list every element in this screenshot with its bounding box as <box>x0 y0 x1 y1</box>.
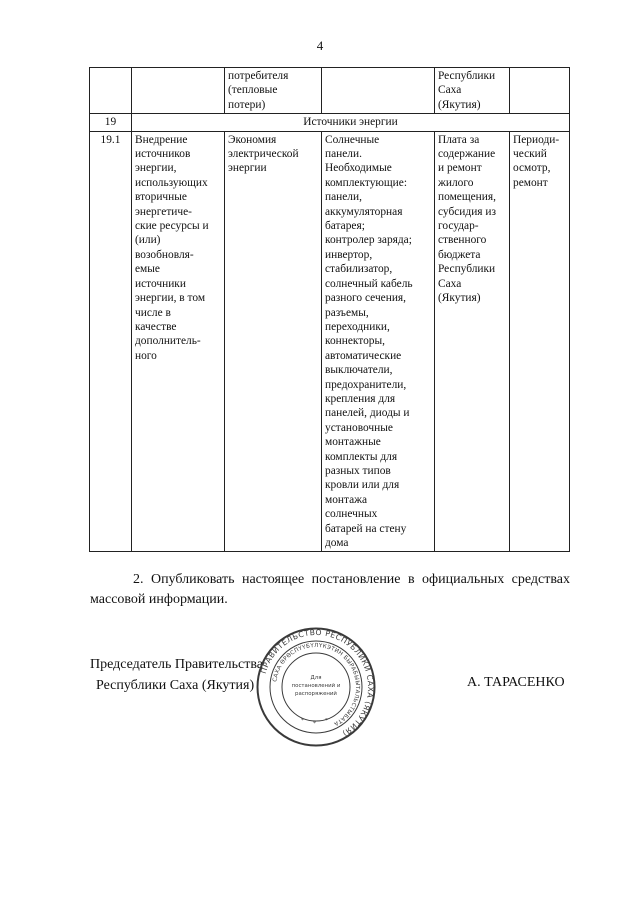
table-cell: потребителя (тепловые потери) <box>225 68 322 114</box>
seal-inner-text: САХА ӨРӨСПҮҮБҮЛҮКЭТИН БЫРАБЫЫТАЛЬСТЫБАТА <box>272 642 361 727</box>
section-title: Источники энергии <box>132 114 570 131</box>
measure-effect: Экономия электрической энергии <box>225 131 322 552</box>
table-row-section <box>90 114 570 131</box>
seal-center-line-1: Для <box>310 675 322 681</box>
signatory-position <box>90 654 263 696</box>
table-row <box>90 131 570 552</box>
row-number: 19.1 <box>90 131 132 552</box>
official-seal <box>255 626 377 748</box>
seal-center-line-2: постановлений и <box>291 683 341 689</box>
measure-maintenance: Периоди- ческий осмотр, ремонт <box>510 131 570 552</box>
seal-star-icon: * <box>313 721 316 727</box>
table-cell <box>132 68 225 114</box>
position-line-2: Республики Саха (Якутия) <box>96 678 255 693</box>
measure-funding: Плата за содержание и ремонт жилого помещения, субсидия из государ- ственного бюджета Республики Саха (Якутия) <box>435 131 510 552</box>
measures-table <box>89 67 570 552</box>
publication-paragraph: 2. Опубликовать настоящее постановление в официальных средствах массовой информации. <box>90 572 570 607</box>
table-cell <box>90 68 132 114</box>
measure-name: Внедрение источников энергии, использующих вторичные энергетиче- ские ресурсы и (или) возобновля- емые источники энергии, в том числе в качестве дополнитель- ного <box>132 131 225 552</box>
table-cell <box>510 68 570 114</box>
seal-star-icon: * <box>301 718 304 724</box>
position-line-1: Председатель Правительства <box>90 657 263 672</box>
section-number: 19 <box>90 114 132 131</box>
table-cell <box>322 68 435 114</box>
seal-center-line-3: распоряжений <box>295 691 337 697</box>
signatory-name: А. ТАРАСЕНКО <box>467 675 565 690</box>
measure-equipment: Солнечные панели. Необходимые комплектующие: панели, аккумуляторная батарея; контролер заряда; инвертор, стабилизатор, солнечный кабель разного сечения, разъемы, переходники, коннекторы, автоматические выключатели, предохранители, крепления для панелей, диоды и установочные монтажные комплекты для разных типов кровли или для монтажа солнечных батарей на стену дома <box>322 131 435 552</box>
page-number: 4 <box>316 38 324 53</box>
table-row-continuation <box>90 68 570 114</box>
table-cell: Республики Саха (Якутия) <box>435 68 510 114</box>
seal-outer-text: ПРАВИТЕЛЬСТВО РЕСПУБЛИКИ САХА (ЯКУТИЯ) <box>258 627 376 739</box>
seal-star-icon: * <box>325 718 328 724</box>
